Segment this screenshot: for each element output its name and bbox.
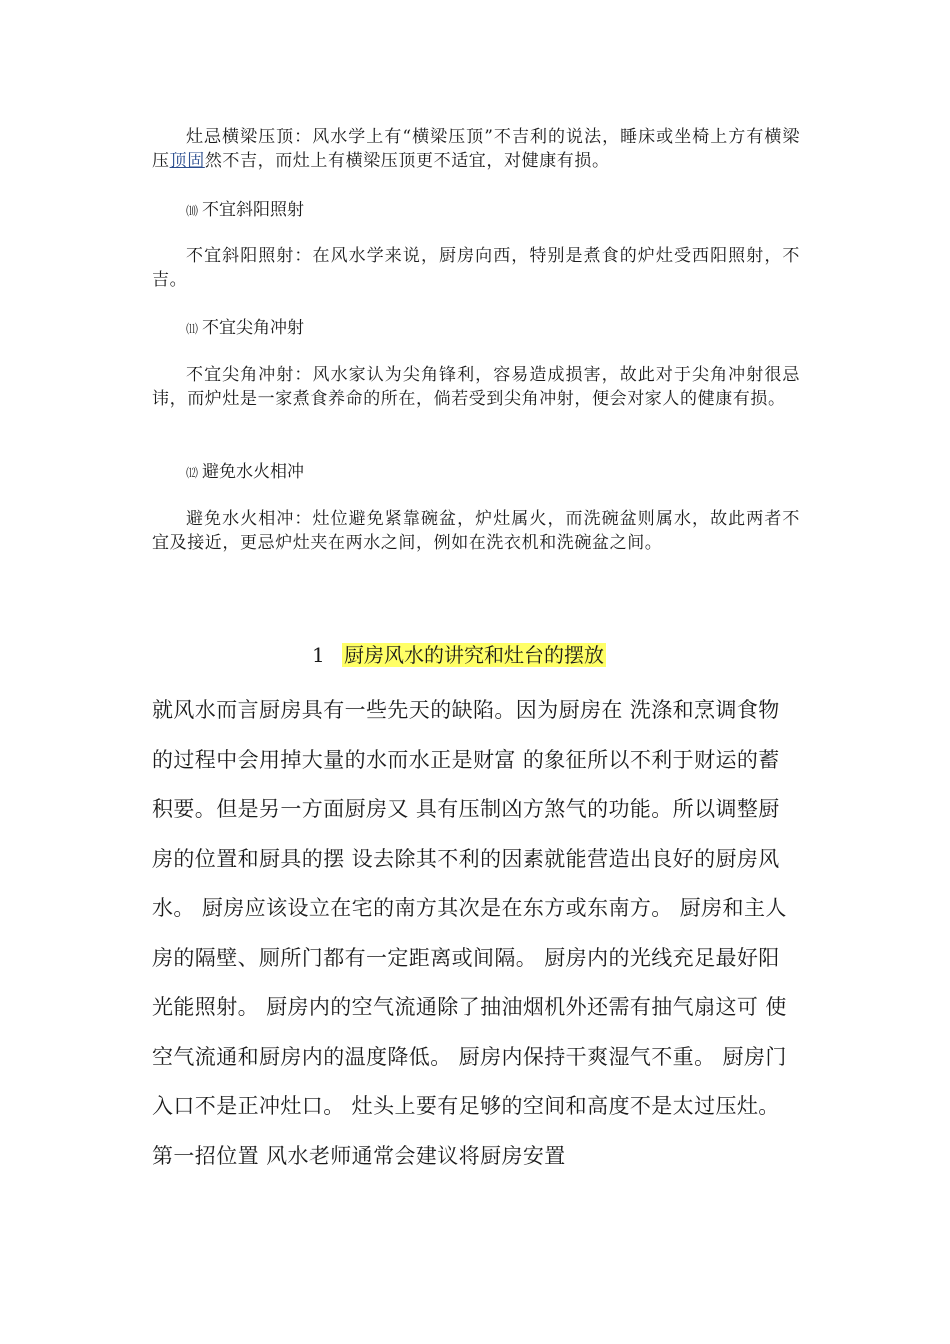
heading-12: ⑿ 避免水火相冲 bbox=[186, 462, 305, 482]
paragraph-beam: 灶忌横梁压顶：风水学上有“横梁压顶”不吉利的说法，睡床或坐椅上方有横梁压顶固然不吉，而灶上有横梁压顶更不适宜，对健康有损。 bbox=[152, 127, 800, 171]
heading-10: ⑽ 不宜斜阳照射 bbox=[186, 200, 305, 220]
link-text[interactable]: 顶固 bbox=[169, 151, 205, 171]
body-paragraph: 就风水而言厨房具有一些先天的缺陷。因为厨房在 洗涤和烹调食物的过程中会用掉大量的水而水正是财富 的象征所以不利于财运的蓄积要。但是另一方面厨房又 具有压制凶方煞气的功能。所以调整厨房的位置和厨具的摆 设去除其不利的因素就能营造出良好的厨房风水。 厨房应该设立在宅的南方其次是在东方或东南方。 厨房和主人房的隔壁、厕所门都有一定距离或间隔。 厨房内的光线充足最好阳光能照射。 厨房内的空气流通除了抽油烟机外还需有抽气扇这可 使空气流通和厨房内的温度降低。 厨房内保持干爽湿气不重。 厨房门入口不是正冲灶口。 灶头上要有足够的空间和高度不是太过压灶。 第一招位置 风水老师通常会建议将厨房安置 bbox=[152, 698, 787, 1168]
section-number: 1 bbox=[312, 643, 325, 667]
section-title bbox=[312, 641, 606, 669]
section-title-highlight: 厨房风水的讲究和灶台的摆放 bbox=[344, 643, 604, 667]
paragraph-water-fire: 避免水火相冲：灶位避免紧靠碗盆，炉灶属火，而洗碗盆则属水，故此两者不宜及接近，更忌炉灶夹在两水之间，例如在洗衣机和洗碗盆之间。 bbox=[152, 509, 800, 553]
heading-number: ⑾ bbox=[186, 322, 199, 336]
heading-11: ⑾ 不宜尖角冲射 bbox=[186, 318, 305, 338]
paragraph-sharp-corner: 不宜尖角冲射：风水家认为尖角锋利，容易造成损害，故此对于尖角冲射很忌讳，而炉灶是一家煮食养命的所在，倘若受到尖角冲射，便会对家人的健康有损。 bbox=[152, 365, 800, 409]
paragraph-sunlight: 不宜斜阳照射：在风水学来说，厨房向西，特别是煮食的炉灶受西阳照射，不吉。 bbox=[152, 246, 800, 290]
heading-number: ⑿ bbox=[186, 466, 199, 480]
heading-number: ⑽ bbox=[186, 204, 199, 218]
